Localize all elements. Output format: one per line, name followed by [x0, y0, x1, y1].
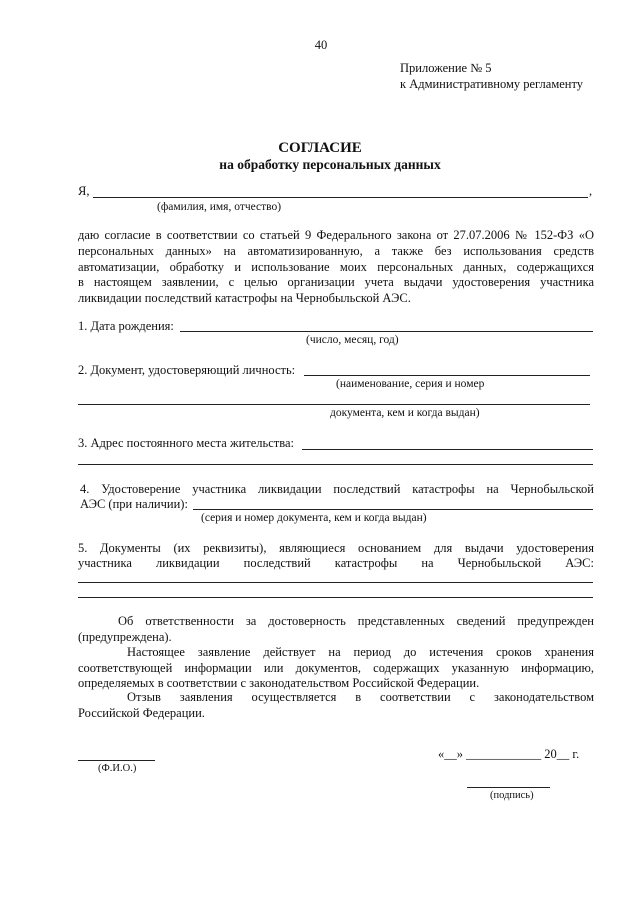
fio-line[interactable] [93, 197, 588, 198]
address-line-1[interactable] [302, 449, 593, 450]
fio-signature-caption: (Ф.И.О.) [98, 763, 137, 774]
identity-document-label: 2. Документ, удостоверяющий личность: [78, 363, 296, 377]
consent-text-line: автоматизации, обработку и использование моих персональных данных, содержащихся [78, 260, 594, 274]
responsibility-note-2: (предупреждена). [78, 630, 172, 644]
consent-text-line: в настоящем заявлении, с целью организации учета выдачи удостоверения участника [78, 275, 594, 289]
validity-note-2: соответствующей информации или документов, содержащих указанную информацию, [78, 661, 594, 675]
documents-label-2: участника ликвидации последствий катастрофы на Чернобыльской АЭС: [78, 556, 594, 570]
consent-text-line: персональных данных» на автоматизированную, а также без использования средств [78, 244, 594, 258]
certificate-caption: (серия и номер документа, кем и когда выдан) [201, 512, 427, 524]
validity-note-3: определяемых в соответствии с законодательством Российской Федерации. [78, 676, 480, 690]
address-line-2[interactable] [78, 464, 593, 465]
intro-prefix: Я, [78, 184, 90, 198]
intro-suffix: , [589, 184, 593, 198]
identity-document-caption-2: документа, кем и когда выдан) [330, 407, 480, 419]
fio-caption: (фамилия, имя, отчество) [157, 201, 282, 213]
documents-line-2[interactable] [78, 597, 593, 598]
appendix-line-2: к Административному регламенту [400, 77, 584, 91]
page-number: 40 [314, 38, 328, 52]
identity-document-line-2[interactable] [78, 404, 590, 405]
consent-text-line: ликвидации последствий катастрофы на Чернобыльской АЭС. [78, 291, 411, 305]
certificate-label: 4. Удостоверение участника ликвидации последствий катастрофы на Чернобыльской [80, 482, 594, 496]
revocation-note: Отзыв заявления осуществляется в соответствии с законодательством [127, 690, 594, 704]
validity-note: Настоящее заявление действует на период до истечения сроков хранения [127, 645, 594, 659]
signature-line[interactable] [467, 787, 550, 788]
appendix-line-1: Приложение № 5 [400, 61, 492, 75]
responsibility-note: Об ответственности за достоверность представленных сведений предупрежден [118, 614, 594, 628]
birth-date-caption: (число, месяц, год) [306, 334, 399, 346]
document-title: СОГЛАСИЕ [278, 140, 362, 156]
revocation-note-2: Российской Федерации. [78, 706, 205, 720]
documents-line-1[interactable] [78, 582, 593, 583]
date-line[interactable]: «__» ____________ 20__ г. [438, 747, 580, 761]
signature-caption: (подпись) [490, 790, 534, 801]
document-subtitle: на обработку персональных данных [219, 157, 441, 172]
birth-date-line[interactable] [180, 331, 593, 332]
fio-signature-line[interactable] [78, 760, 155, 761]
documents-label: 5. Документы (их реквизиты), являющиеся основанием для выдачи удостоверения [78, 541, 594, 555]
consent-text-line: даю согласие в соответствии со статьей 9 Федерального закона от 27.07.2006 № 152-ФЗ «О [78, 228, 594, 242]
certificate-line[interactable] [193, 509, 593, 510]
certificate-label-2: АЭС (при наличии): [80, 497, 188, 511]
address-label: 3. Адрес постоянного места жительства: [78, 436, 294, 450]
identity-document-caption-1: (наименование, серия и номер [336, 378, 485, 390]
birth-date-label: 1. Дата рождения: [78, 319, 174, 333]
identity-document-line-1[interactable] [304, 375, 590, 376]
